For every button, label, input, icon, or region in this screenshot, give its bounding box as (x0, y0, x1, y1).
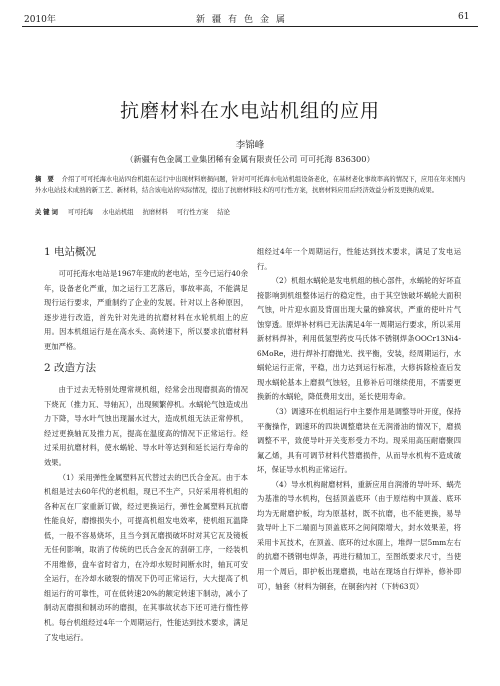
keyword: 水电站机组 (102, 209, 134, 216)
header-journal-name: 新疆有色金属 (196, 15, 293, 25)
keyword: 可行性方案 (176, 209, 209, 216)
keywords-label: 关键词 (35, 209, 60, 216)
section1-paragraph: 可可托海水电站是1967年建成的老电站，至今已运行40余年，设备老化严重，加之运行工艺落后，事故率高，不能满足现行运行要求，严重制约了企业的发展。针对以上各种原因，逐步进行改造，首先针对先进的抗磨材料在水轮机组上的应用。因本机组运行是在高水头、高转速下，所以要求抗磨材料更加严格。 (44, 269, 248, 351)
header-page-number: 61 (458, 12, 470, 22)
abstract-text: 介绍了可可托海水电站四台机组在运行中出现材料磨损问题，针对可可托海水电站机组设备老化，在基材老化事故率高的情况下，应用在年来国内外水电站技术成熟的新工艺、新材料，结合该电站的实际情况，提出了抗磨材料技术的可行性方案，抗磨材料应用后经济效益分析及更换的成果。 (35, 176, 465, 195)
keywords-block (35, 207, 465, 216)
article-title: 抗磨材料在水电站机组的应用 (119, 100, 380, 122)
abstract-block (35, 174, 465, 196)
item2-paragraph: （2）机组水蜗轮是发电机组的核心部件，水蜗轮的好坏直接影响到机组整体运行的稳定性，由于其空蚀破坏蜗轮大面积气蚀，叶片迎水面及背面出现大量的蜂窝状，严重的使叶片气蚀穿透。原焊补材料已无法满足4年一周期运行要求，所以采用新材料焊补，利用低氢型药皮马氏体不锈钢焊条OOCr13Ni4-6MoRe，进行焊补打磨抛光、找平衡，安装，经周期运行，水蜗轮运行正常，平稳，出力达到运行标准，大修拆除检查后发现水蜗轮基本上磨损气蚀轻，且修补后可继续使用，不需要更换新的水蜗轮，降低费用支出，延长使用寿命。 (257, 276, 461, 402)
article-author: 李锦峰 (235, 140, 265, 151)
section-heading: 1 电站概况 (44, 246, 97, 258)
continued-paragraph: 组经过4年一个周期运行，性能达到技术要求，满足了发电运行。 (257, 247, 461, 271)
keyword: 可可托海 (67, 209, 94, 216)
section2-paragraph: 由于过去无特别处理常规机组，经常会出现磨损高的情况下烧瓦（推力瓦、导轴瓦），出现频繁停机。水蜗轮气蚀造成出力下降，导水叶气蚀出现漏水过大，造成机组无法正常停机，经过更换轴瓦及推力瓦，提高在温度高的情况下正常运行。经过采用抗磨材料，使水蜗轮、导水叶等达到和延长运行寿命的效果。 (44, 385, 248, 468)
item3-paragraph: （3）调速环在机组运行中主要作用是调整导叶开度，保持平衡操作，调速环的四块调整磨块在无润滑油的情况下，磨损调整不平，致使导叶开关变形受力不均。现采用高压耐磨聚四氟乙烯，具有可调节材料代替磨损件，从而导水机构不造成破坏，保证导水机构正常运行。 (257, 407, 461, 475)
abstract-label: 摘 要 (35, 176, 56, 183)
item4-paragraph: （4）导水机构耐磨材料，重新应用自润滑的导叶环、蜗壳为基准的导水机构，包括顶盖底环（由于原结构中顶盖、底环均为无耐磨护板，均为原基材，既不抗磨，也不能更换，易导致导叶上下二端面与顶盖底环之间间隙增大，封水效果差，将采用卡瓦技术，在顶盖、底环的过水面上，堆焊一层5mm左右的抗磨不锈钢电焊条，再进行精加工，至图纸要求尺寸，当使用一个周后，即护板出现磨损，电站在现场自行焊补，修补即可），轴套（材料为铜套，在铜套内衬（下转63页） (257, 479, 461, 591)
keyword: 抗磨材料 (142, 209, 168, 216)
right-column (257, 245, 461, 594)
header-year: 2010年 (24, 15, 56, 25)
article-affiliation: （新疆有色金属工业集团稀有金属有限责任公司 可可托海 836300） (125, 154, 375, 164)
item1-paragraph: （1）采用弹性金属塑料瓦代替过去的巴氏合金瓦。由于本机组是过去60年代的老机组，现已不生产，只好采用将机组的各种瓦在厂家重新订做，经过更换运行，弹性金属塑料瓦抗磨性能良好，磨擦损失小，可提高机组发电效率，使机组瓦温降低，一般不容易烧坏，且当今到瓦磨损破坏时对其它瓦及镜板无任何影响，取消了传统的巴氏合金瓦的刮研工序，一经装机不用维修，盘车省时省力，在冷却水短时间断水时，轴瓦可安全运行，在冷却水破裂的情况下仍可正常运行，大大提高了机组运行的可靠性，可在低转速20%的额定转速下制动，减小了制动瓦磨损和制动环的磨损，在其事故状态下还可进行惰性停机。每台机组经过4年一个周期运行，性能达到技术要求，满足了发电运行。 (44, 472, 248, 642)
left-column (44, 238, 248, 645)
section-heading: 2 改造方法 (44, 362, 97, 375)
keyword: 结论 (217, 209, 230, 216)
header-rule (22, 26, 478, 27)
